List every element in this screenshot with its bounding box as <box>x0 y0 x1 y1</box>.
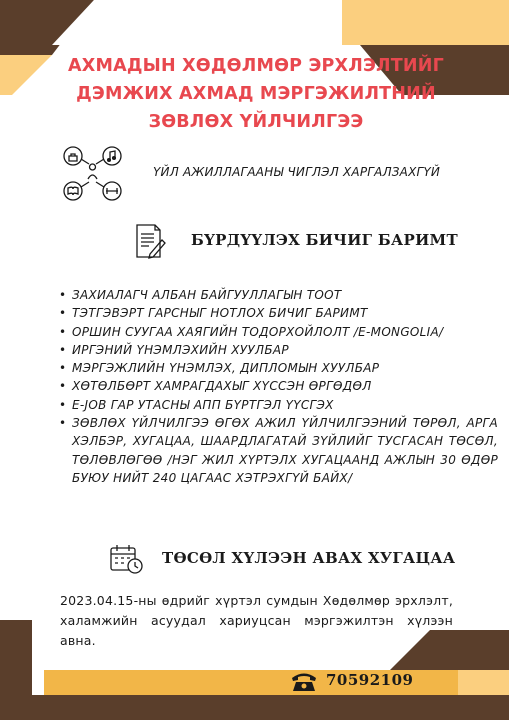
page-title <box>30 52 482 136</box>
music-icon <box>103 147 121 165</box>
fitness-icon <box>103 182 121 200</box>
document-item: • ОРШИН СУУГАА ХАЯГИЙН ТОДОРХОЙЛОЛТ /E-MONGOLIA/ <box>58 323 498 341</box>
document-item: • ТЭТГЭВЭРТ ГАРСНЫГ НОТЛОХ БИЧИГ БАРИМТ <box>58 304 498 322</box>
activity-icons <box>60 143 128 205</box>
document-item: • МЭРГЭЖЛИЙН ҮНЭМЛЭХ, ДИПЛОМЫН ХУУЛБАР <box>58 359 498 377</box>
document-item: • ИРГЭНИЙ ҮНЭМЛЭХИЙН ХУУЛБАР <box>58 341 498 359</box>
bottom-dark-bar <box>32 695 509 720</box>
phone-number: 70592109 <box>326 671 414 689</box>
document-item: • ЗАХИАЛАГЧ АЛБАН БАЙГУУЛЛАГЫН ТООТ <box>58 286 498 304</box>
document-edit-icon <box>132 222 168 260</box>
title-line-2: ДЭМЖИХ АХМАД МЭРГЭЖИЛТНИЙ <box>76 84 436 104</box>
telephone-icon <box>289 669 319 693</box>
documents-heading: БҮРДҮҮЛЭХ БИЧИГ БАРИМТ <box>191 231 458 249</box>
title-line-1: АХМАДЫН ХӨДӨЛМӨР ЭРХЛЭЛТИЙГ <box>68 56 444 76</box>
result-heading: ТӨСӨЛ ХҮЛЭЭН АВАХ ХУГАЦАА <box>162 549 456 567</box>
person-icon <box>81 159 104 187</box>
service-direction-text: ҮЙЛ АЖИЛЛАГААНЫ ЧИГЛЭЛ ХАРГАЛЗАХГҮЙ <box>153 165 441 179</box>
document-item: • ЗӨВЛӨХ ҮЙЛЧИЛГЭЭ ӨГӨХ АЖИЛ ҮЙЛЧИЛГЭЭНИЙ ТӨРӨЛ, АРГА ХЭЛБЭР, ХУГАЦАА, ШААРДЛАГАТАЙ ЗҮЙЛИЙГ ТУСГАСАН ТӨСӨЛ, ТӨЛӨВЛӨГӨӨ /НЭГ ЖИЛ ХҮРТЭЛХ ХУГАЦААНД АЖЛЫН 30 ӨДӨР БУЮУ НИЙТ 240 ЦАГААС ХЭТРЭХГҮЙ БАЙХ/ <box>58 414 498 487</box>
top-left-light-strip <box>52 0 342 45</box>
book-icon <box>64 182 82 200</box>
bag-icon <box>64 147 82 165</box>
top-right-light <box>342 0 509 45</box>
calendar-clock-icon <box>108 543 146 575</box>
document-item: • E-JOB ГАР УТАСНЫ АПП БҮРТГЭЛ ҮҮСГЭХ <box>58 396 498 414</box>
document-item: • ХӨТӨЛБӨРТ ХАМРАГДАХЫГ ХҮССЭН ӨРГӨДӨЛ <box>58 377 498 395</box>
bottom-right-light <box>458 670 509 695</box>
title-line-3: ЗӨВЛӨХ ҮЙЛЧИЛГЭЭ <box>148 112 364 132</box>
documents-list <box>58 286 498 487</box>
result-text: 2023.04.15-ны өдрийг хүртэл сумдын Хөдөлмөр эрхлэлт, халамжийн асуудал хариуцсан мэргэжилтэн хүлээн авна. <box>60 593 453 648</box>
bottom-left-dark <box>0 620 32 720</box>
